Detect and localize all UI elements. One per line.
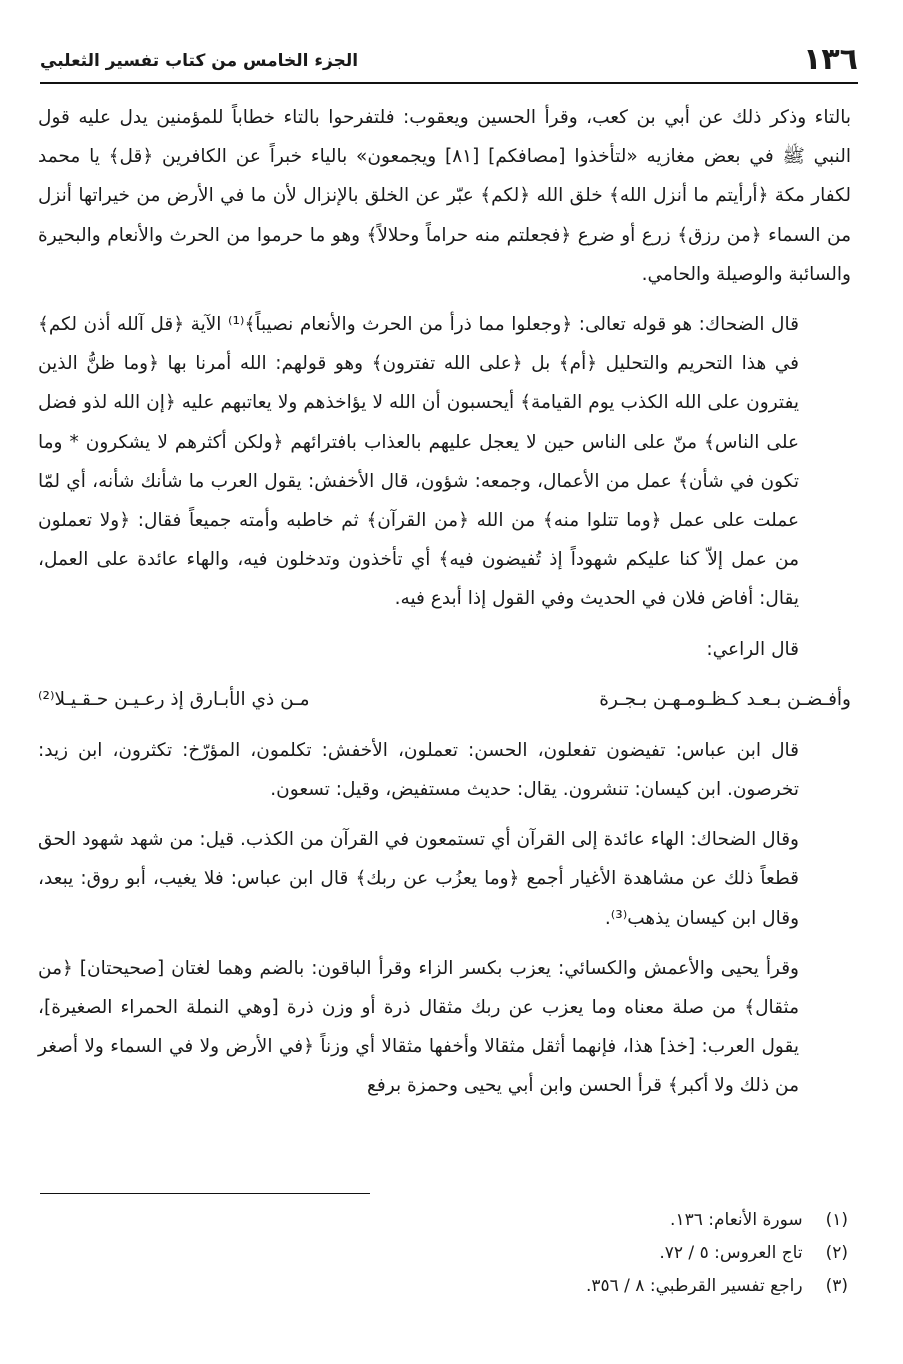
poetry-verse xyxy=(38,680,851,720)
page-header xyxy=(40,40,858,84)
footnote xyxy=(300,1270,848,1303)
main-text xyxy=(38,98,851,1106)
paragraph: بالتاء وذكر ذلك عن أبي بن كعب، وقرأ الحسين ويعقوب: فلتفرحوا بالتاء خطاباً للمؤمنين يدل عليه قول النبي ﷺ في بعض مغازيه «لتأخذوا [مصافكم] [٨١] ويجمعون» بالياء خبراً عن الكافرين ﴿قل﴾ يا محمد لكفار مكة ﴿أرأيتم ما أنزل الله﴾ خلق الله ﴿لكم﴾ عبّر عن الخلق بالإنزال لأن ما في الأرض من خيراتها أنزل من السماء ﴿من رزق﴾ زرع أو ضرع ﴿فجعلتم منه حراماً وحلالاً﴾ وهو ما حرموا من الحرث والأنعام والبحيرة والسائبة والوصيلة والحامي. xyxy=(38,107,852,285)
paragraph: وقال الضحاك: الهاء عائدة إلى القرآن أي تستمعون في القرآن من الكذب. قيل: من شهد شهود الحق قطعاً ذلك عن مشاهدة الأغيار أجمع ﴿وما يعزُب عن ربك﴾ قال ابن عباس: فلا يغيب، أبو روق: يبعد، وقال ابن كيسان يذهب⁽³⁾. xyxy=(38,829,799,929)
footnote-number: (٣) xyxy=(825,1276,848,1296)
verse-second-hemistich: مـن ذي الأبـارق إذ رعـيـن حـقـيـلا⁽²⁾ xyxy=(38,688,310,710)
running-title: الجزء الخامس من كتاب تفسير الثعلبي xyxy=(40,51,359,71)
page-number: ١٣٦ xyxy=(803,42,858,77)
paragraph: قال الضحاك: هو قوله تعالى: ﴿وجعلوا مما ذرأ من الحرث والأنعام نصيباً﴾⁽¹⁾ الآية ﴿قل آلله أذن لكم﴾ في هذا التحريم والتحليل ﴿أم﴾ بل ﴿على الله تفترون﴾ وهو قولهم: الله أمرنا بها ﴿وما ظنُّ الذين يفترون على الله الكذب يوم القيامة﴾ أيحسبون أن الله لا يؤاخذهم ولا يعاتبهم عليه ﴿إن الله لذو فضل على الناس﴾ منّ على الناس حين لا يعجل عليهم بالعذاب بافترائهم ﴿ولكن أكثرهم لا يشكرون * وما تكون في شأن﴾ عمل من الأعمال، وجمعه: شؤون، قال الأخفش: يقول العرب ما شأنك شأنه، أي لمّا عملت على عمل ﴿وما تتلوا منه﴾ من الله ﴿من القرآن﴾ ثم خاطبه وأمته جميعاً فقال: ﴿ولا تعملون من عمل إلاّ كنا عليكم شهوداً إذ تُفيضون فيه﴾ أي تأخذون وتدخلون فيه، والهاء عائدة على العمل، يقال: أفاض فلان في الحديث وفي القول إذا أبدع فيه. xyxy=(38,314,799,610)
paragraph: وقرأ يحيى والأعمش والكسائي: يعزب بكسر الزاء وقرأ الباقون: بالضم وهما لغتان [صحيحتان] ﴿من مثقال﴾ من صلة معناه وما يعزب عن ربك مثقال ذرة أو وزن ذرة [وهي النملة الحمراء الصغيرة]، يقول العرب: [خذ] هذا، فإنهما أثقل مثقالا وأخفها مثقالا أي وزناً ﴿في الأرض ولا في السماء ولا أصغر من ذلك ولا أكبر﴾ قرأ الحسن وابن أبي يحيى وحمزة برفع xyxy=(38,957,799,1097)
footnote xyxy=(300,1237,848,1270)
footnote-number: (١) xyxy=(825,1210,848,1230)
poem-intro: قال الراعي: xyxy=(706,638,799,660)
footnotes xyxy=(300,1204,848,1303)
paragraph: قال ابن عباس: تفيضون تفعلون، الحسن: تعملون، الأخفش: تكلمون، المؤرّخ: تكثرون، ابن زيد: تخرصون. ابن كيسان: تنشرون. يقال: حديث مستفيض، وقيل: تسعون. xyxy=(38,739,799,801)
footnote xyxy=(300,1204,848,1237)
verse-first-hemistich: وأفـضـن بـعـد كـظـومـهـن بـجـرة xyxy=(599,688,851,710)
footnote-separator xyxy=(40,1193,370,1194)
footnote-text: راجع تفسير القرطبي: ٨ / ٣٥٦. xyxy=(585,1276,803,1296)
footnote-text: تاج العروس: ٥ / ٧٢. xyxy=(659,1243,803,1263)
footnote-number: (٢) xyxy=(825,1243,848,1263)
footnote-text: سورة الأنعام: ١٣٦. xyxy=(670,1210,803,1230)
